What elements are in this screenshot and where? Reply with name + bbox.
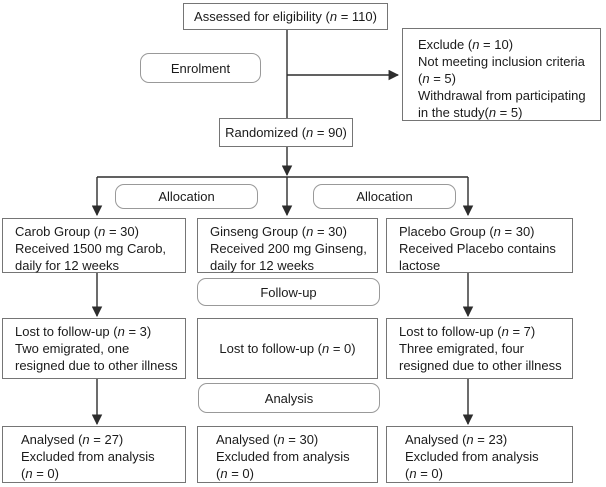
lost-line: Three emigrated, four (399, 341, 525, 356)
analysed-line: (n = 0) (405, 466, 443, 481)
stage-allocation-right (313, 184, 456, 209)
group-line: Placebo Group (n = 30) (399, 224, 535, 239)
group-line: lactose (399, 258, 441, 273)
lost-line: resigned due to other illness (15, 358, 178, 373)
stage-allocation-label: Allocation (158, 189, 215, 204)
analysed-line: Analysed (n = 23) (405, 432, 508, 447)
group-line: Received 1500 mg Carob, (15, 241, 167, 256)
group-line: Received 200 mg Ginseng, (210, 241, 367, 256)
randomized-label: Randomized (n = 90) (225, 125, 347, 140)
analysed-box-placebo (386, 426, 573, 483)
analysed-box-carob (2, 426, 186, 483)
analysed-line: (n = 0) (216, 466, 254, 481)
analysed-line: (n = 0) (21, 466, 59, 481)
group-box-placebo (386, 218, 573, 273)
analysed-line: Excluded from analysis (216, 449, 350, 464)
exclude-line: Not meeting inclusion criteria (n = 5) (418, 54, 585, 86)
group-line: Ginseng Group (n = 30) (210, 224, 347, 239)
lost-line: Lost to follow-up (n = 3) (15, 324, 152, 339)
assessed-box (183, 3, 388, 30)
stage-allocation-label: Allocation (356, 189, 413, 204)
lost-box-ginseng (197, 318, 378, 379)
analysed-line: Excluded from analysis (21, 449, 155, 464)
lost-line: Two emigrated, one (15, 341, 130, 356)
group-box-ginseng (197, 218, 378, 273)
assessed-label: Assessed for eligibility (n = 110) (194, 9, 377, 24)
exclude-line: Exclude (n = 10) (418, 37, 514, 52)
group-line: daily for 12 weeks (15, 258, 120, 273)
stage-followup (197, 278, 380, 306)
stage-analysis-label: Analysis (264, 390, 314, 406)
group-line: Carob Group (n = 30) (15, 224, 139, 239)
stage-followup-label: Follow-up (260, 284, 317, 300)
exclude-box (402, 28, 601, 121)
analysed-line: Analysed (n = 27) (21, 432, 124, 447)
analysed-box-ginseng (197, 426, 378, 483)
lost-line: Lost to follow-up (n = 7) (399, 324, 536, 339)
group-box-carob (2, 218, 186, 273)
analysed-line: Excluded from analysis (405, 449, 539, 464)
lost-line: Lost to follow-up (n = 0) (219, 341, 356, 356)
group-line: daily for 12 weeks (210, 258, 315, 273)
stage-analysis (198, 383, 380, 413)
exclude-line: Withdrawal from participating in the study(n = 5) (418, 88, 586, 120)
stage-enrolment-label: Enrolment (170, 60, 231, 76)
stage-enrolment (140, 53, 261, 83)
group-line: Received Placebo contains (399, 241, 556, 256)
lost-box-carob (2, 318, 186, 379)
lost-line: resigned due to other illness (399, 358, 562, 373)
stage-allocation-left (115, 184, 258, 209)
analysed-line: Analysed (n = 30) (216, 432, 319, 447)
lost-box-placebo (386, 318, 573, 379)
randomized-box (219, 118, 353, 147)
